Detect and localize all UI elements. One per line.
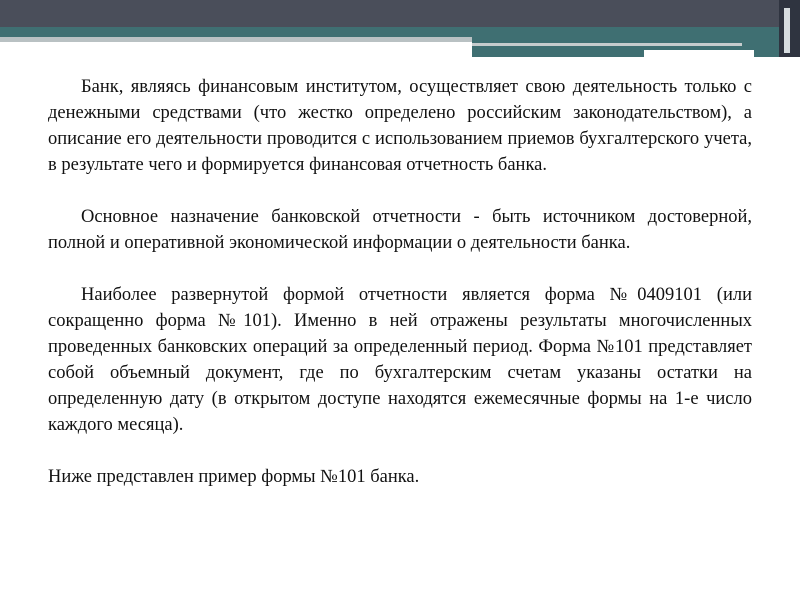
paragraph-reporting-purpose: Основное назначение банковской отчетности - быть источником достоверной, полной и оперативной экономической информации о деятельности банка.: [48, 207, 752, 253]
paragraph-example-intro: Ниже представлен пример формы №101 банка.: [48, 467, 420, 487]
header-band-dark: [0, 0, 800, 27]
header-edge-highlight: [784, 8, 790, 53]
header-divider-right: [472, 43, 742, 46]
paragraph-bank-definition: Банк, являясь финансовым институтом, осуществляет свою деятельность только с денежными средствами (что жестко определено российским законодательством), а описание его деятельности проводится с использованием приемов бухгалтерского учета, в результате чего и формируется финансовая отчетность банка.: [48, 77, 752, 175]
header-white-block: [0, 42, 472, 60]
slide-body: [48, 74, 752, 490]
paragraph-form-101: Наиболее развернутой формой отчетности является форма №0409101 (или сокращенно форма №101). Именно в ней отражены результаты многочисленных проведенных банковских операций за определенный период. Форма №101 представляет собой объемный документ, где по бухгалтерским счетам указаны остатки на определенную дату (в открытом доступе находятся ежемесячные формы на 1-е число каждого месяца).: [48, 285, 752, 435]
header-white-notch: [644, 50, 754, 57]
header-band-teal: [0, 27, 800, 37]
